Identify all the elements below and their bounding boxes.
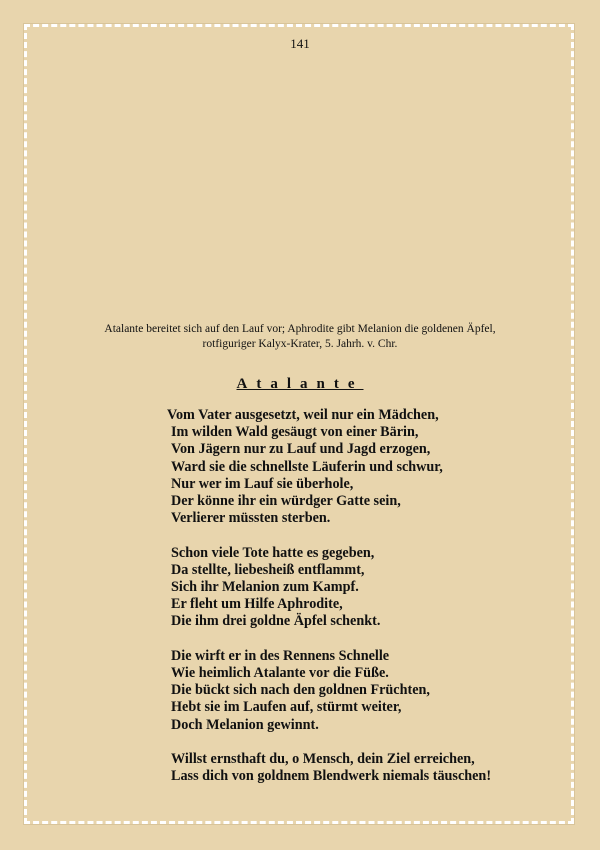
- poem-body: [167, 407, 491, 803]
- poem-line: Die wirft er in des Rennens Schnelle: [171, 647, 390, 664]
- caption-line: rotfiguriger Kalyx-Krater, 5. Jahrh. v. Chr.: [202, 338, 398, 350]
- poem-title: Atalante: [236, 376, 364, 392]
- image-caption: [60, 322, 540, 352]
- poem-line: Lass dich von goldnem Blendwerk niemals täuschen!: [171, 768, 492, 785]
- poem-line: Hebt sie im Laufen auf, stürmt weiter,: [171, 699, 402, 716]
- poem-stanza-3: [167, 648, 491, 734]
- poem-line: Der könne ihr ein würdger Gatte sein,: [171, 493, 401, 510]
- poem-line: Von Jägern nur zu Lauf und Jagd erzogen,: [171, 441, 431, 458]
- page-number: 141: [290, 36, 310, 51]
- poem-line: Verlierer müssten sterben.: [171, 510, 331, 527]
- poem-stanza-1: [167, 407, 491, 527]
- poem-line: Die ihm drei goldne Äpfel schenkt.: [171, 613, 381, 630]
- poem-line: Ward sie die schnellste Läuferin und schwur,: [171, 458, 443, 475]
- poem-stanza-4: [167, 751, 491, 785]
- poem-line: Willst ernsthaft du, o Mensch, dein Ziel erreichen,: [171, 751, 475, 768]
- caption-line: Atalante bereitet sich auf den Lauf vor; Aphrodite gibt Melanion die goldenen Äpfel,: [104, 323, 496, 335]
- poem-line: Sich ihr Melanion zum Kampf.: [171, 579, 359, 596]
- poem-line: Doch Melanion gewinnt.: [171, 716, 319, 733]
- poem-stanza-2: [167, 545, 491, 631]
- poem-line: Die bückt sich nach den goldnen Früchten,: [171, 682, 430, 699]
- poem-line: Er fleht um Hilfe Aphrodite,: [171, 596, 343, 613]
- poem-line: Schon viele Tote hatte es gegeben,: [171, 544, 375, 561]
- poem-line: Nur wer im Lauf sie überhole,: [171, 475, 354, 492]
- poem-line: Wie heimlich Atalante vor die Füße.: [171, 665, 389, 682]
- poem-line: Vom Vater ausgesetzt, weil nur ein Mädchen,: [167, 407, 439, 423]
- poem-line: Da stellte, liebesheiß entflammt,: [171, 561, 365, 578]
- poem-line: Im wilden Wald gesäugt von einer Bärin,: [171, 424, 419, 441]
